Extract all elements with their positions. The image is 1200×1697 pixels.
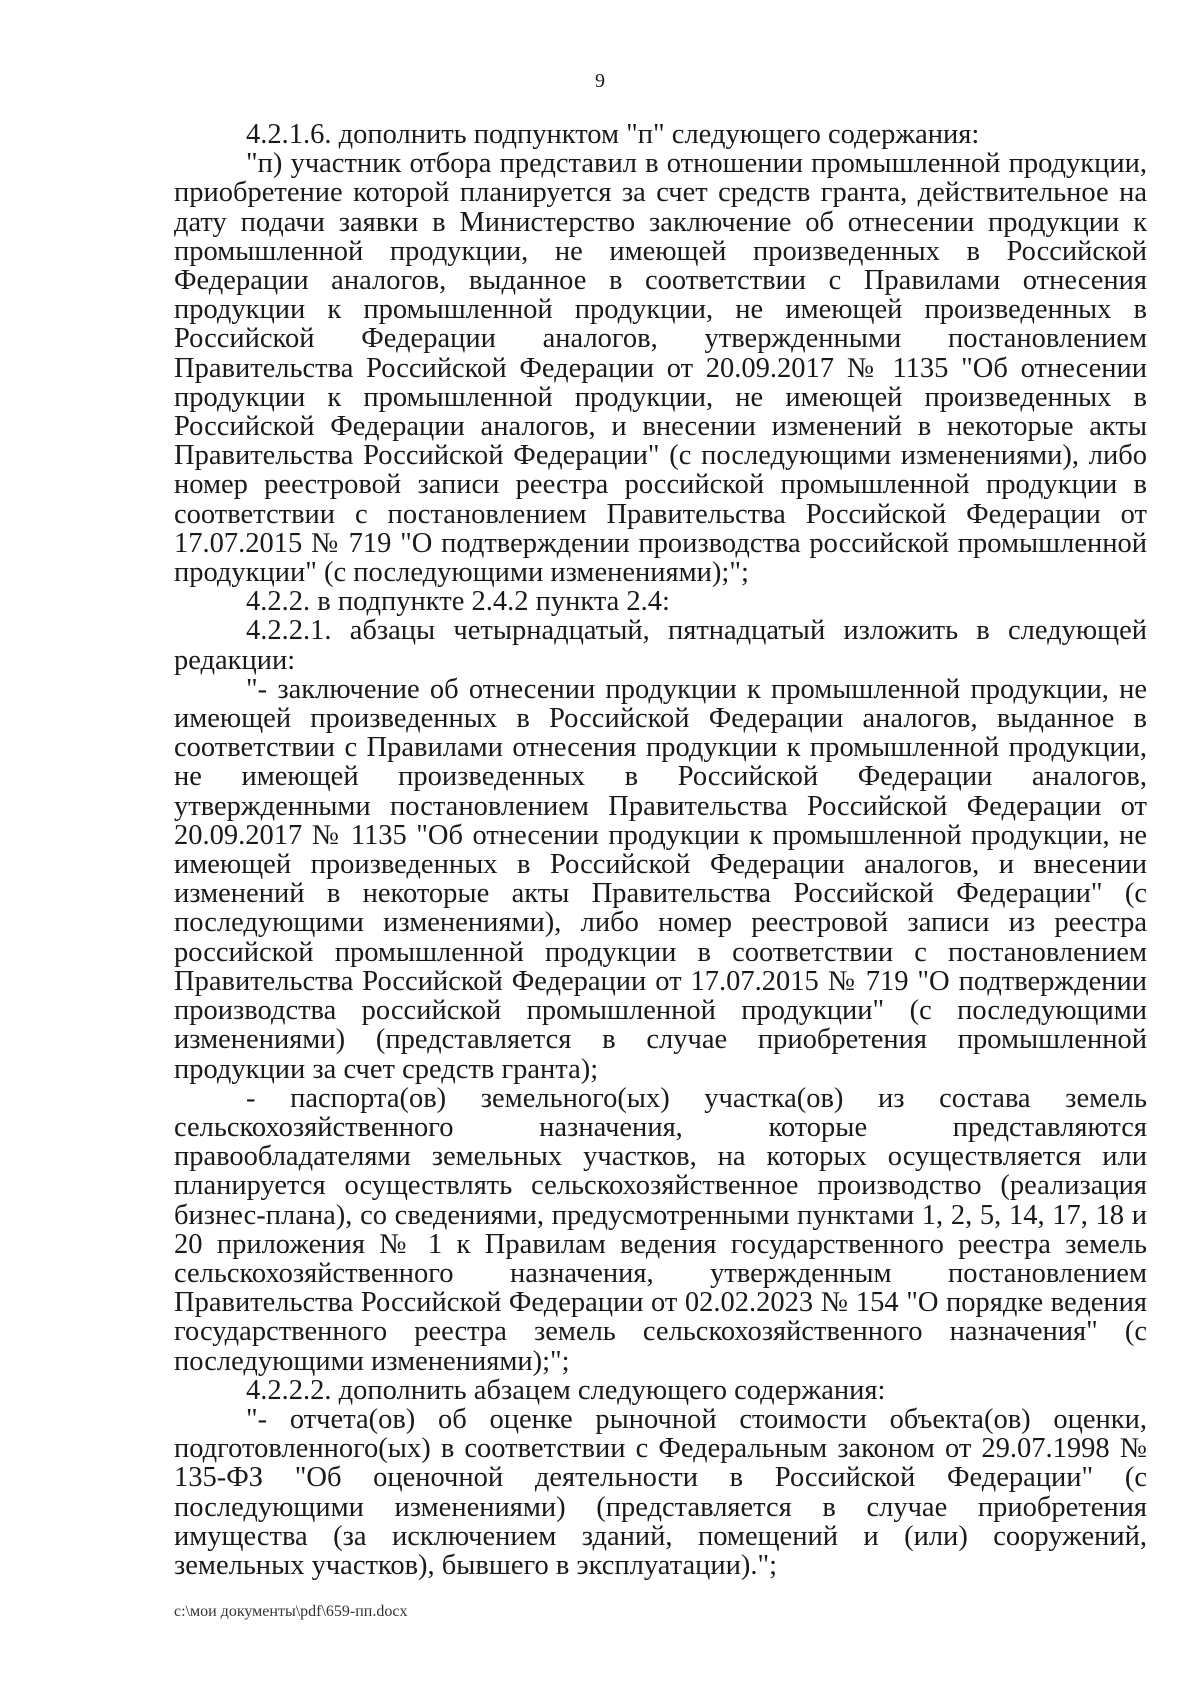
paragraph-conclusion-quote: "- заключение об отнесении продукции к промышленной продукции, не имеющей произведенных в Российской Федерации аналогов, выданное в соответствии с Правилами отнесения продукции к промышленной продукции, не имеющей произведенных в Российской Федерации аналогов, утвержденными постановлением Правительства Российской Федерации от 20.09.2017 № 1135 "Об отнесении продукции к промышленной продукции, не имеющей произведенных в Российской Федерации аналогов, и внесении изменений в некоторые акты Правительства Российской Федерации" (с последующими изменениями), либо номер реестровой записи из реестра российской промышленной продукции в соответствии с постановлением Правительства Российской Федерации от 17.07.2015 № 719 "О подтверждении производства российской промышленной продукции" (с последующими изменениями) (представляется в случае приобретения промышленной продукции за счет средств гранта);: [174, 673, 1147, 1085]
footer-file-path: c:\мои документы\pdf\659-пп.docx: [174, 1603, 408, 1620]
paragraph-4-2-2-1: 4.2.2.1. абзацы четырнадцатый, пятнадцатый изложить в следующей редакции:: [174, 615, 1147, 676]
paragraph-4-2-1-6: 4.2.1.6. дополнить подпунктом "п" следующего содержания:: [246, 119, 980, 150]
paragraph-subitem-p: "п) участник отбора представил в отношении промышленной продукции, приобретение которой планируется за счет средств гранта, действительное на дату подачи заявки в Министерство заключение об отнесении продукции к промышленной продукции, не имеющей произведенных в Российской Федерации аналогов, выданное в соответствии с Правилами отнесения продукции к промышленной продукции, не имеющей произведенных в Российской Федерации аналогов, утвержденными постановлением Правительства Российской Федерации от 20.09.2017 № 1135 "Об отнесении продукции к промышленной продукции, не имеющей произведенных в Российской Федерации аналогов, и внесении изменений в некоторые акты Правительства Российской Федерации" (с последующими изменениями), либо номер реестровой записи реестра российской промышленной продукции в соответствии с постановлением Правительства Российской Федерации от 17.07.2015 № 719 "О подтверждении производства российской промышленной продукции" (с последующими изменениями);";: [174, 148, 1147, 589]
page-number: 9: [595, 70, 605, 92]
paragraph-4-2-2: 4.2.2. в подпункте 2.4.2 пункта 2.4:: [246, 586, 670, 618]
paragraph-land-passports: - паспорта(ов) земельного(ых) участка(ов) из состава земель сельскохозяйственного назначения, которые представляются правообладателями земельных участков, на которых осуществляется или планируется осуществлять сельскохозяйственное производство (реализация бизнес-плана), со сведениями, предусмотренными пунктами 1, 2, 5, 14, 17, 18 и 20 приложения № 1 к Правилам ведения государственного реестра земель сельскохозяйственного назначения, утвержденным постановлением Правительства Российской Федерации от 02.02.2023 № 154 "О порядке ведения государственного реестра земель сельскохозяйственного назначения" (с последующими изменениями);";: [174, 1082, 1147, 1377]
document-body: [174, 120, 1147, 1580]
paragraph-valuation-report: "- отчета(ов) об оценке рыночной стоимости объекта(ов) оценки, подготовленного(ых) в соответствии с Федеральным законом от 29.07.1998 № 135-ФЗ "Об оценочной деятельности в Российской Федерации" (с последующими изменениями) (представляется в случае приобретения имущества (за исключением зданий, помещений и (или) сооружений, земельных участков), бывшего в эксплуатации).";: [174, 1403, 1147, 1581]
paragraph-4-2-2-2: 4.2.2.2. дополнить абзацем следующего содержания:: [246, 1374, 886, 1406]
